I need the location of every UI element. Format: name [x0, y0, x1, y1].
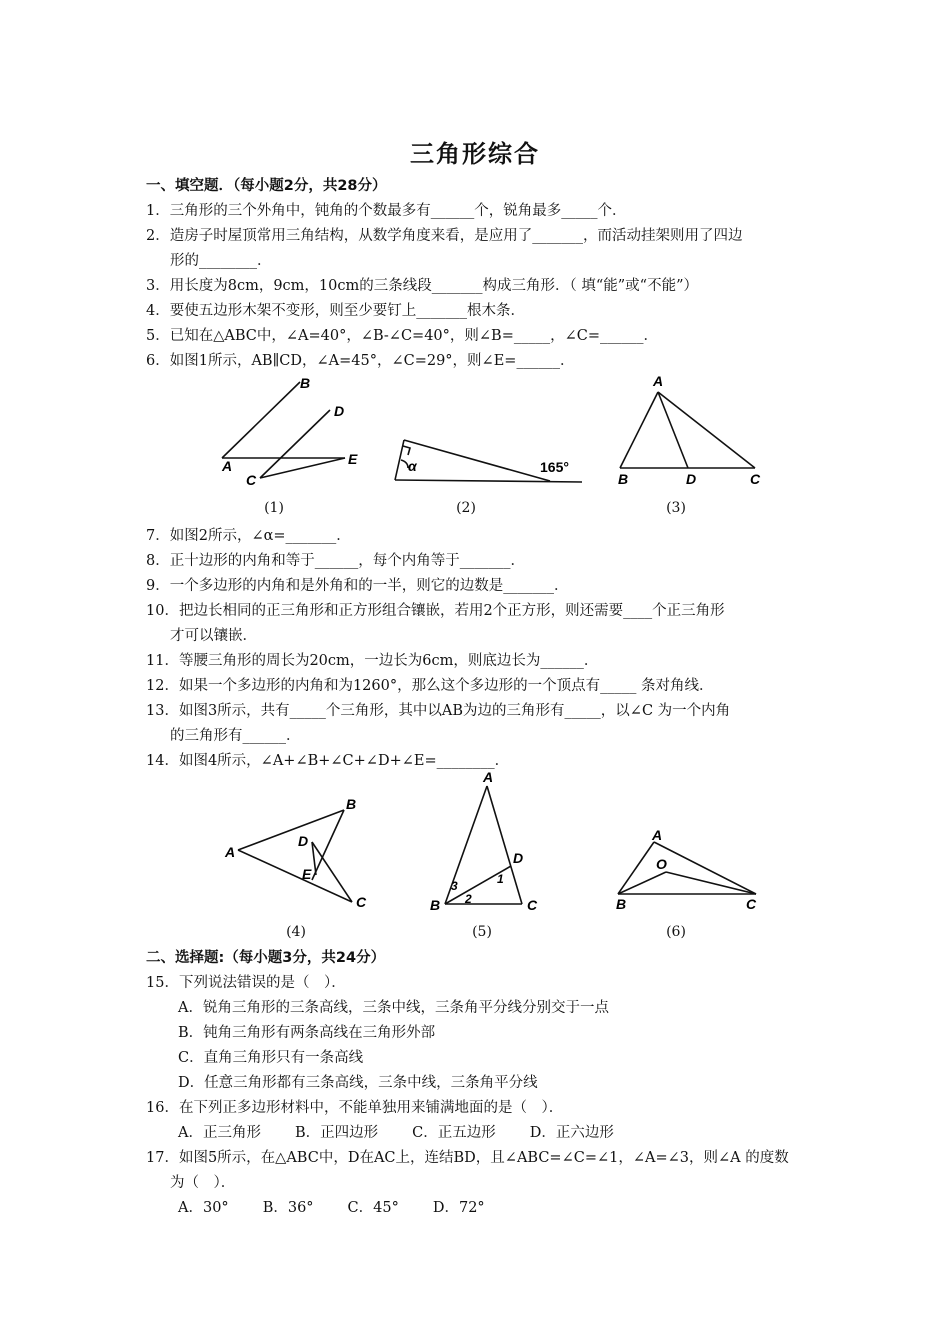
question-15-option-b: B．钝角三角形有两条高线在三角形外部: [178, 1025, 436, 1041]
fig4-label-e: E: [302, 866, 312, 882]
question-12: 12．如果一个多边形的内角和为1260°，那么这个多边形的一个顶点有_____ 条对角线．: [146, 678, 714, 694]
question-13-line-1: 13．如图3所示，共有_____个三角形，其中以AB为边的三角形有_____，以∠C 为一个内角: [146, 703, 731, 719]
question-2-line-2: 形的________．: [170, 253, 272, 269]
page-title: 三角形综合: [410, 140, 540, 168]
fig6-label-o: O: [656, 856, 667, 872]
question-17-line-2: 为（ ）．: [170, 1175, 236, 1191]
question-6: 6．如图1所示，AB∥CD，∠A=45°，∠C=29°，则∠E=______．: [146, 353, 575, 369]
fig1-label-e: E: [348, 451, 358, 467]
fig6-label-c: C: [746, 896, 757, 912]
figure-2: [390, 430, 590, 490]
question-13-line-2: 的三角形有______．: [170, 728, 301, 744]
question-17-option-d: D．72°: [432, 1200, 485, 1216]
question-10-line-2: 才可以镶嵌．: [170, 628, 257, 644]
figure-4-caption: (4): [286, 924, 306, 940]
question-10-line-1: 10．把边长相同的正三角形和正方形组合镶嵌，若用2个正方形，则还需要____个正三角形: [146, 603, 725, 619]
fig5-label-d: D: [513, 850, 524, 866]
fig5-label-b: B: [430, 897, 441, 913]
figure-3: [610, 370, 770, 490]
question-15-option-c: C．直角三角形只有一条高线: [178, 1050, 364, 1066]
fig5-label-3: 3: [451, 879, 458, 893]
question-5: 5．已知在△ABC中，∠A=40°，∠B-∠C=40°，则∠B=_____，∠C=______．: [146, 328, 659, 344]
question-15-option-d: D．任意三角形都有三条高线，三条中线，三条角平分线: [178, 1075, 538, 1091]
question-9: 9．一个多边形的内角和是外角和的一半，则它的边数是_______．: [146, 578, 569, 594]
fig2-label-165: 165°: [540, 459, 569, 475]
fig3-label-a: A: [653, 373, 664, 389]
fig4-label-d: D: [298, 833, 309, 849]
question-4: 4．要使五边形木架不变形，则至少要钉上_______根木条．: [146, 303, 525, 319]
fig4-label-b: B: [346, 796, 357, 812]
fig3-label-d: D: [686, 471, 697, 487]
figure-1: [200, 370, 380, 500]
question-16-option-b: B．正四边形: [294, 1125, 379, 1141]
fig5-label-1: 1: [497, 872, 504, 886]
section-multiple-choice-heading: 二、选择题:（每小题3分，共24分）: [146, 950, 386, 966]
question-11: 11．等腰三角形的周长为20cm，一边长为6cm，则底边长为______．: [146, 653, 599, 669]
fig4-label-c: C: [356, 894, 367, 910]
fig1-label-d: D: [334, 403, 345, 419]
section-fill-blank-heading: 一、填空题．（每小题2分，共28分）: [146, 178, 387, 194]
question-15: 15．下列说法错误的是（ ）．: [146, 975, 346, 991]
fig6-label-a: A: [652, 827, 663, 843]
figure-6: [610, 828, 770, 918]
figure-3-caption: (3): [666, 500, 686, 516]
fig4-label-a: A: [225, 844, 236, 860]
figure-5: [425, 768, 555, 916]
question-17-options: [178, 1198, 519, 1218]
fig2-label-alpha: α: [408, 458, 417, 474]
fig5-label-c: C: [527, 897, 538, 913]
question-2-line-1: 2．造房子时屋顶常用三角结构，从数学角度来看，是应用了_______，而活动挂架则用了四边: [146, 228, 743, 244]
question-1: 1．三角形的三个外角中，钝角的个数最多有______个，锐角最多_____个．: [146, 203, 627, 219]
fig5-label-a: A: [483, 769, 494, 785]
figure-1-caption: (1): [264, 500, 284, 516]
question-16-options: [178, 1123, 648, 1143]
fig6-label-b: B: [616, 896, 627, 912]
figure-6-caption: (6): [666, 924, 686, 940]
fig3-label-c: C: [750, 471, 761, 487]
fig1-label-b: B: [300, 375, 311, 391]
question-3: 3．用长度为8cm，9cm，10cm的三条线段_______构成三角形．（ 填“能”或“不能”）: [146, 278, 698, 294]
fig1-label-a: A: [222, 458, 233, 474]
figure-4: [220, 790, 380, 915]
question-17-option-b: B．36°: [262, 1200, 314, 1216]
question-14: 14．如图4所示，∠A+∠B+∠C+∠D+∠E=________．: [146, 753, 510, 769]
question-17-line-1: 17．如图5所示，在△ABC中，D在AC上，连结BD，且∠ABC=∠C=∠1，∠A=∠3，则∠A 的度数: [146, 1150, 789, 1166]
question-16-option-c: C．正五边形: [412, 1125, 496, 1141]
question-16-option-a: A．正三角形: [178, 1125, 261, 1141]
question-16: 16．在下列正多边形材料中，不能单独用来铺满地面的是（ ）．: [146, 1100, 564, 1116]
figure-2-caption: (2): [456, 500, 476, 516]
question-17-option-a: A．30°: [178, 1200, 229, 1216]
question-16-option-d: D．正六边形: [529, 1125, 614, 1141]
fig1-label-c: C: [246, 472, 257, 488]
figure-5-caption: (5): [472, 924, 492, 940]
question-7: 7．如图2所示，∠α=_______．: [146, 528, 351, 544]
question-17-option-c: C．45°: [347, 1200, 399, 1216]
question-8: 8．正十边形的内角和等于______，每个内角等于_______．: [146, 553, 525, 569]
question-15-option-a: A．锐角三角形的三条高线，三条中线，三条角平分线分别交于一点: [178, 1000, 609, 1016]
fig5-label-2: 2: [465, 892, 472, 906]
fig3-label-b: B: [618, 471, 629, 487]
